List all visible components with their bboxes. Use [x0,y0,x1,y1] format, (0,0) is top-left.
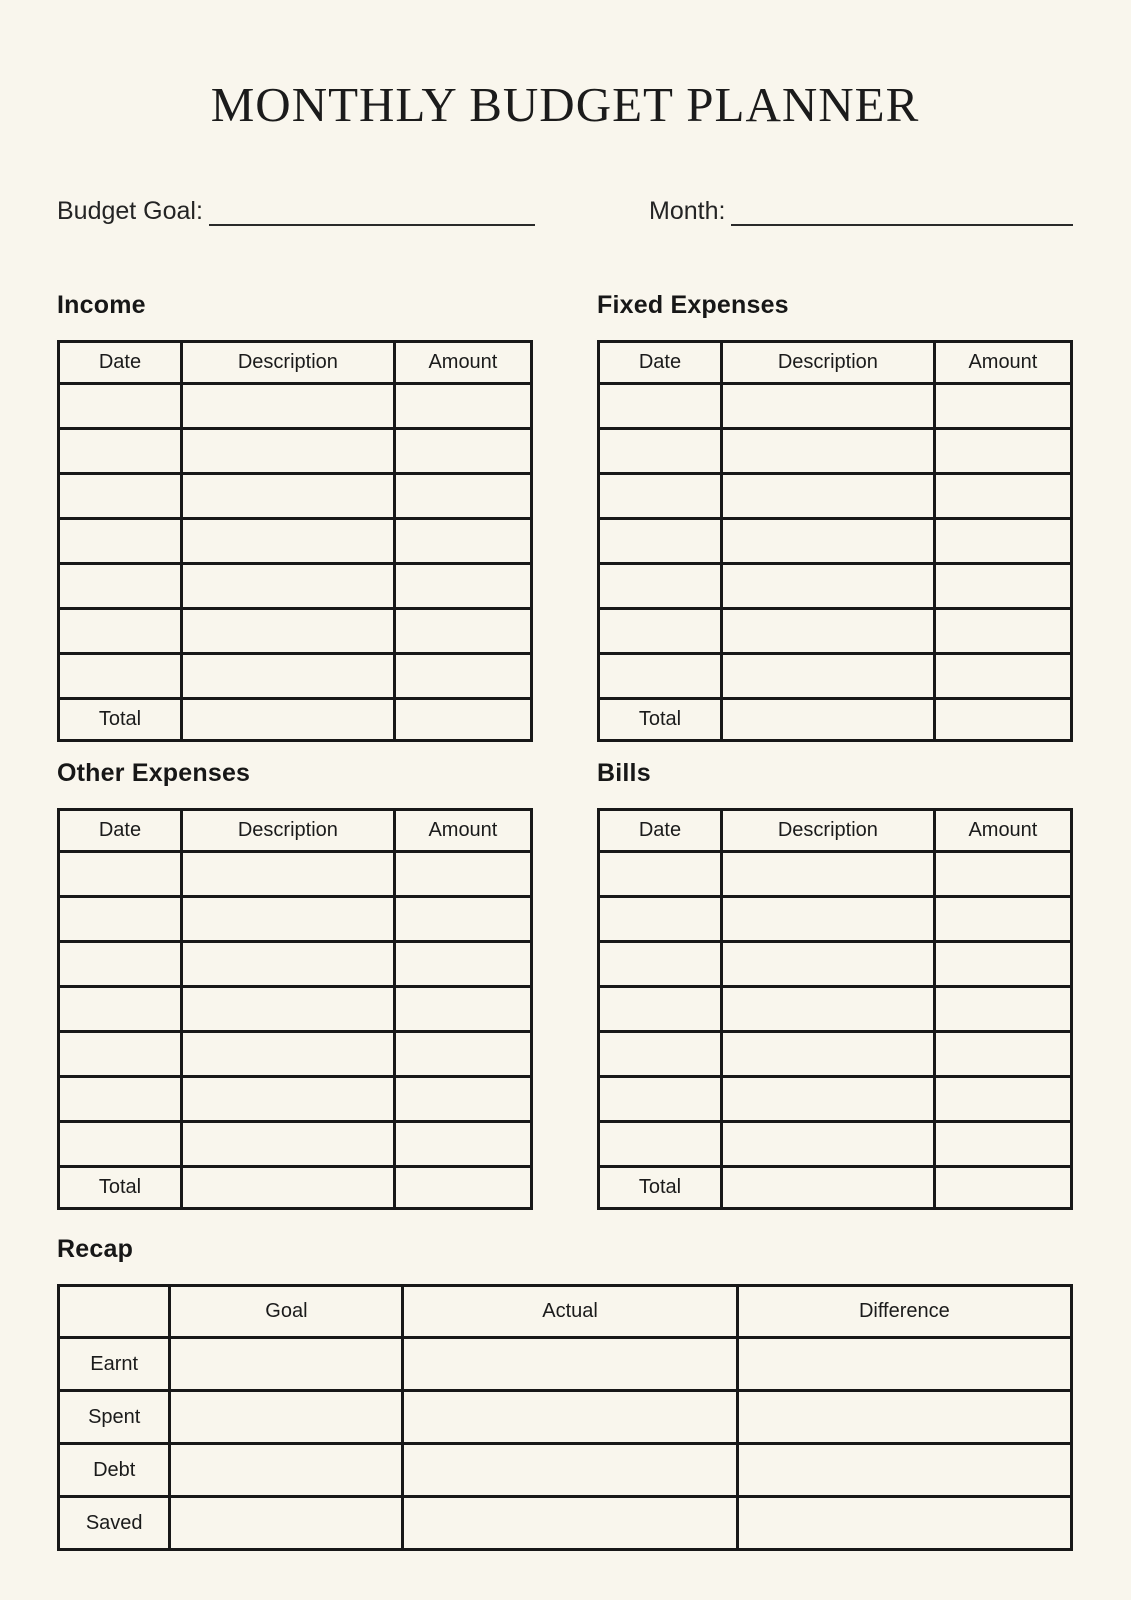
amount-cell[interactable] [394,384,531,429]
debt-row-label: Debt [59,1444,170,1497]
bills-row [599,852,1072,897]
total-amount-cell[interactable] [934,699,1071,741]
income-total-row [59,699,532,741]
date-cell[interactable] [59,1077,182,1122]
amount-cell[interactable] [934,1032,1071,1077]
amount-cell[interactable] [934,987,1071,1032]
other-expenses-row [59,897,532,942]
description-cell[interactable] [181,609,394,654]
amount-cell[interactable] [934,942,1071,987]
date-cell[interactable] [599,519,722,564]
fixed-expenses-row [599,384,1072,429]
description-cell[interactable] [181,519,394,564]
recap-row-saved [59,1497,1072,1550]
bills-header-row [599,810,1072,852]
date-cell[interactable] [59,519,182,564]
description-column-header: Description [721,342,934,384]
date-cell[interactable] [599,987,722,1032]
income-header-row [59,342,532,384]
other-expenses-row [59,942,532,987]
description-cell[interactable] [181,474,394,519]
description-cell[interactable] [721,942,934,987]
date-cell[interactable] [599,852,722,897]
month-field [649,196,1073,226]
total-label-cell: Total [599,699,722,741]
goal-cell[interactable] [170,1391,403,1444]
description-column-header: Description [181,810,394,852]
amount-cell[interactable] [934,852,1071,897]
amount-cell[interactable] [934,1122,1071,1167]
fixed-expenses-row [599,654,1072,699]
date-cell[interactable] [59,1032,182,1077]
total-label-cell: Total [599,1167,722,1209]
actual-cell[interactable] [403,1338,737,1391]
income-row [59,384,532,429]
description-cell[interactable] [181,897,394,942]
bills-row [599,1077,1072,1122]
income-row [59,609,532,654]
bills-total-row [599,1167,1072,1209]
description-cell[interactable] [721,654,934,699]
income-heading: Income [57,291,146,319]
description-cell[interactable] [721,1032,934,1077]
total-description-cell[interactable] [721,699,934,741]
other-expenses-row [59,1032,532,1077]
page-title: MONTHLY BUDGET PLANNER [210,77,920,132]
total-description-cell[interactable] [181,699,394,741]
income-row [59,654,532,699]
date-cell[interactable] [59,429,182,474]
date-cell[interactable] [59,474,182,519]
date-cell[interactable] [59,897,182,942]
description-cell[interactable] [721,519,934,564]
description-cell[interactable] [721,609,934,654]
amount-cell[interactable] [934,609,1071,654]
amount-cell[interactable] [934,654,1071,699]
bills-row [599,942,1072,987]
date-cell[interactable] [59,852,182,897]
amount-cell[interactable] [394,654,531,699]
recap-section [57,1234,1073,1551]
amount-cell[interactable] [394,987,531,1032]
fixed-expenses-table [597,340,1073,742]
spent-row-label: Spent [59,1391,170,1444]
date-cell[interactable] [599,474,722,519]
fixed-expenses-row [599,429,1072,474]
other-expenses-section [57,758,533,1210]
total-description-cell[interactable] [181,1167,394,1209]
description-cell[interactable] [721,897,934,942]
amount-column-header: Amount [934,810,1071,852]
date-cell[interactable] [599,1077,722,1122]
description-cell[interactable] [721,1122,934,1167]
date-cell[interactable] [599,654,722,699]
budget-goal-label: Budget Goal: [57,197,203,225]
bills-row [599,1032,1072,1077]
total-description-cell[interactable] [721,1167,934,1209]
date-cell[interactable] [599,1032,722,1077]
date-cell[interactable] [599,609,722,654]
budget-goal-field [57,196,535,226]
tables-grid [57,290,1073,1210]
description-cell[interactable] [721,384,934,429]
amount-cell[interactable] [394,1077,531,1122]
saved-row-label: Saved [59,1497,170,1550]
fixed-expenses-row [599,519,1072,564]
description-cell[interactable] [181,564,394,609]
date-cell[interactable] [599,942,722,987]
description-cell[interactable] [721,429,934,474]
actual-cell[interactable] [403,1444,737,1497]
amount-cell[interactable] [394,519,531,564]
amount-cell[interactable] [934,384,1071,429]
date-cell[interactable] [59,384,182,429]
total-amount-cell[interactable] [394,1167,531,1209]
recap-corner-cell [59,1286,170,1338]
month-label: Month: [649,197,726,225]
description-cell[interactable] [181,654,394,699]
amount-column-header: Amount [394,342,531,384]
other-expenses-table [57,808,533,1210]
date-cell[interactable] [59,609,182,654]
date-cell[interactable] [599,564,722,609]
fixed-expenses-row [599,474,1072,519]
other-expenses-header-row [59,810,532,852]
fixed-expenses-total-row [599,699,1072,741]
goal-column-header: Goal [170,1286,403,1338]
goal-cell[interactable] [170,1444,403,1497]
description-cell[interactable] [721,852,934,897]
total-label-cell: Total [59,699,182,741]
amount-cell[interactable] [934,1077,1071,1122]
amount-cell[interactable] [394,852,531,897]
income-row [59,429,532,474]
income-row [59,564,532,609]
description-column-header: Description [181,342,394,384]
date-column-header: Date [599,342,722,384]
amount-cell[interactable] [394,942,531,987]
recap-table [57,1284,1073,1551]
amount-cell[interactable] [394,564,531,609]
bills-table [597,808,1073,1210]
recap-row-spent [59,1391,1072,1444]
difference-column-header: Difference [737,1286,1071,1338]
amount-column-header: Amount [934,342,1071,384]
amount-cell[interactable] [394,897,531,942]
total-amount-cell[interactable] [394,699,531,741]
month-input-line[interactable] [731,196,1073,226]
date-cell[interactable] [59,1122,182,1167]
difference-cell[interactable] [737,1444,1071,1497]
description-cell[interactable] [181,942,394,987]
recap-row-earnt [59,1338,1072,1391]
bills-row [599,897,1072,942]
total-amount-cell[interactable] [934,1167,1071,1209]
fixed-expenses-section [597,290,1073,742]
amount-cell[interactable] [934,564,1071,609]
other-expenses-total-row [59,1167,532,1209]
description-cell[interactable] [721,987,934,1032]
date-cell[interactable] [59,564,182,609]
fixed-expenses-row [599,609,1072,654]
bills-row [599,1122,1072,1167]
amount-column-header: Amount [394,810,531,852]
date-cell[interactable] [59,654,182,699]
description-cell[interactable] [181,852,394,897]
bills-heading: Bills [597,759,651,787]
amount-cell[interactable] [394,1122,531,1167]
amount-cell[interactable] [934,474,1071,519]
date-cell[interactable] [59,987,182,1032]
amount-cell[interactable] [394,1032,531,1077]
fixed-expenses-header-row [599,342,1072,384]
difference-cell[interactable] [737,1497,1071,1550]
other-expenses-heading: Other Expenses [57,759,251,787]
date-cell[interactable] [59,942,182,987]
amount-cell[interactable] [934,519,1071,564]
fixed-expenses-heading: Fixed Expenses [597,291,789,319]
other-expenses-row [59,852,532,897]
date-cell[interactable] [599,384,722,429]
description-cell[interactable] [181,1032,394,1077]
description-cell[interactable] [181,987,394,1032]
earnt-row-label: Earnt [59,1338,170,1391]
other-expenses-row [59,987,532,1032]
goal-cell[interactable] [170,1497,403,1550]
recap-header-row [59,1286,1072,1338]
actual-cell[interactable] [403,1391,737,1444]
description-column-header: Description [721,810,934,852]
date-column-header: Date [59,810,182,852]
description-cell[interactable] [181,1077,394,1122]
other-expenses-row [59,1122,532,1167]
amount-cell[interactable] [934,897,1071,942]
fixed-expenses-row [599,564,1072,609]
income-row [59,519,532,564]
difference-cell[interactable] [737,1391,1071,1444]
date-cell[interactable] [599,897,722,942]
amount-cell[interactable] [394,429,531,474]
income-section [57,290,533,742]
goal-cell[interactable] [170,1338,403,1391]
actual-column-header: Actual [403,1286,737,1338]
other-expenses-row [59,1077,532,1122]
recap-heading: Recap [57,1235,134,1263]
total-label-cell: Total [59,1167,182,1209]
header-fields [57,192,1073,226]
description-cell[interactable] [721,564,934,609]
amount-cell[interactable] [934,429,1071,474]
income-table [57,340,533,742]
date-cell[interactable] [599,1122,722,1167]
difference-cell[interactable] [737,1338,1071,1391]
bills-section [597,758,1073,1210]
description-cell[interactable] [181,1122,394,1167]
date-cell[interactable] [599,429,722,474]
recap-row-debt [59,1444,1072,1497]
income-row [59,474,532,519]
actual-cell[interactable] [403,1497,737,1550]
description-cell[interactable] [181,429,394,474]
date-column-header: Date [599,810,722,852]
budget-goal-input-line[interactable] [209,196,535,226]
description-cell[interactable] [181,384,394,429]
date-column-header: Date [59,342,182,384]
bills-row [599,987,1072,1032]
description-cell[interactable] [721,474,934,519]
amount-cell[interactable] [394,609,531,654]
description-cell[interactable] [721,1077,934,1122]
amount-cell[interactable] [394,474,531,519]
